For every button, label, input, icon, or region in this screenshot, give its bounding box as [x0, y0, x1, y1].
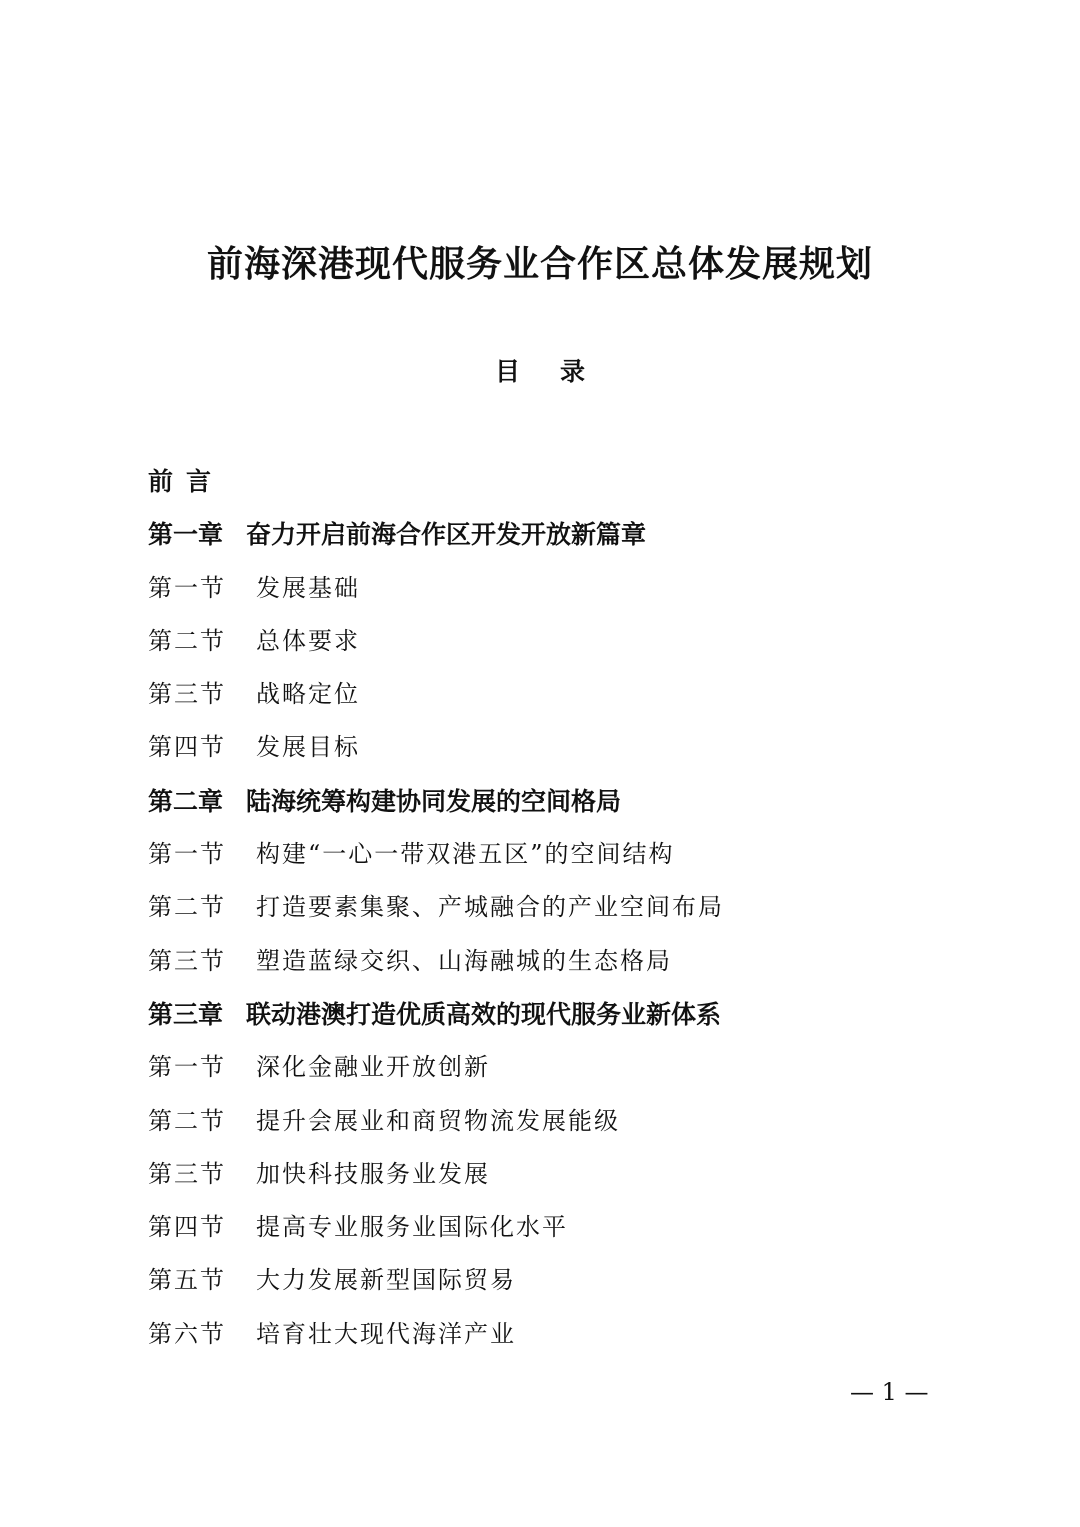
toc-preface: [148, 455, 948, 508]
toc-entry-number: 第二节: [148, 893, 226, 922]
toc-entry-number: 第一节: [148, 840, 226, 869]
preface-char-2: 言: [186, 467, 212, 496]
toc-entry-title: 大力发展新型国际贸易: [256, 1266, 516, 1295]
toc-section: [148, 881, 948, 934]
toc-section: [148, 1201, 948, 1254]
toc-entry-title: 总体要求: [256, 626, 360, 655]
toc-heading-char-1: 目: [494, 357, 520, 386]
table-of-contents: [148, 455, 948, 1361]
toc-entry-title: 培育壮大现代海洋产业: [256, 1319, 516, 1348]
page-number: — 1 —: [850, 1378, 929, 1406]
toc-entry-title: 加快科技服务业发展: [256, 1159, 490, 1188]
toc-section: [148, 721, 948, 774]
toc-entry-title: 奋力开启前海合作区开发开放新篇章: [246, 520, 647, 550]
preface-char-1: 前: [148, 467, 174, 496]
toc-chapter: [148, 775, 948, 828]
toc-entry-title: 深化金融业开放创新: [256, 1053, 490, 1082]
toc-entry-number: 第三章: [148, 999, 224, 1029]
toc-entry-title: 构建“一心一带双港五区”的空间结构: [256, 840, 675, 869]
toc-entry-title: 发展基础: [256, 573, 360, 602]
toc-entry-title: 发展目标: [256, 733, 360, 762]
toc-entry-number: 第三节: [148, 1159, 226, 1188]
toc-entry-number: 第五节: [148, 1266, 226, 1295]
toc-entry-title: 联动港澳打造优质高效的现代服务业新体系: [246, 999, 722, 1029]
toc-entry-number: 第一节: [148, 1053, 226, 1082]
toc-entry-number: 第四节: [148, 1213, 226, 1242]
toc-entry-number: 第三节: [148, 946, 226, 975]
toc-entry-number: 第二节: [148, 1106, 226, 1135]
toc-section: [148, 1041, 948, 1094]
toc-section: [148, 1254, 948, 1307]
toc-entry-title: 提高专业服务业国际化水平: [256, 1213, 568, 1242]
toc-entry-number: 第三节: [148, 680, 226, 709]
toc-entry-title: 战略定位: [256, 680, 360, 709]
toc-entry-number: 第六节: [148, 1319, 226, 1348]
toc-entry-title: 提升会展业和商贸物流发展能级: [256, 1106, 620, 1135]
toc-entry-title: 陆海统筹构建协同发展的空间格局: [246, 786, 622, 816]
toc-entry-number: 第四节: [148, 733, 226, 762]
toc-entry-number: 第二节: [148, 626, 226, 655]
toc-entry-title: 塑造蓝绿交织、山海融城的生态格局: [256, 946, 672, 975]
toc-section: [148, 615, 948, 668]
toc-section: [148, 1308, 948, 1361]
toc-entry-title: 打造要素集聚、产城融合的产业空间布局: [256, 893, 724, 922]
toc-chapter: [148, 508, 948, 561]
toc-entry-number: 第二章: [148, 786, 224, 816]
toc-entry-number: 第一节: [148, 573, 226, 602]
document-title: 前海深港现代服务业合作区总体发展规划: [206, 243, 873, 285]
toc-chapter: [148, 988, 948, 1041]
toc-section: [148, 1148, 948, 1201]
toc-section: [148, 828, 948, 881]
toc-section: [148, 562, 948, 615]
toc-section: [148, 935, 948, 988]
toc-heading: [0, 352, 1080, 392]
toc-section: [148, 1095, 948, 1148]
toc-entry-number: 第一章: [148, 520, 224, 550]
toc-heading-char-2: 录: [560, 357, 586, 386]
toc-section: [148, 668, 948, 721]
